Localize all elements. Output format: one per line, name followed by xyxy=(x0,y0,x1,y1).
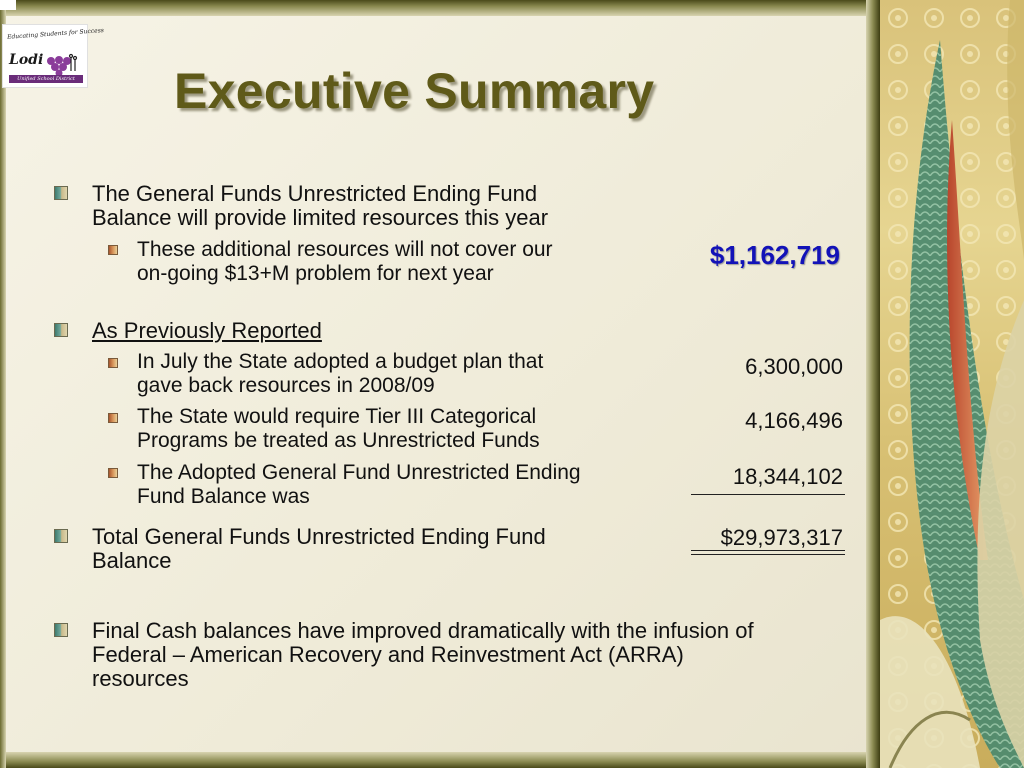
sub-bullet-text: Programs be treated as Unrestricted Funds xyxy=(137,429,540,452)
amount-value: 18,344,102 xyxy=(732,464,843,489)
logo-tagline: Educating Students for Success xyxy=(6,27,105,41)
sub-bullet-text: The Adopted General Fund Unrestricted Ending xyxy=(137,461,581,484)
total-rule-bottom xyxy=(691,554,845,555)
bullet-text: Balance xyxy=(92,548,172,573)
total-rule-top xyxy=(691,550,845,551)
corner-marker xyxy=(0,0,16,10)
highlight-value: $1,162,719 xyxy=(709,240,840,270)
square-bullet-icon xyxy=(54,186,68,200)
sub-bullet-text: In July the State adopted a budget plan that xyxy=(137,350,544,373)
bullet-text: The General Funds Unrestricted Ending Fund xyxy=(92,181,538,206)
slide-title: Executive Summary xyxy=(174,63,655,119)
amount-value: 6,300,000 xyxy=(745,354,843,379)
district-logo xyxy=(2,24,105,88)
frame-top xyxy=(0,0,880,16)
decorative-panel xyxy=(880,0,1024,768)
square-bullet-icon xyxy=(54,323,68,337)
small-square-bullet-icon xyxy=(108,245,118,255)
frame-right xyxy=(866,0,880,768)
bullet-text: resources xyxy=(92,666,189,691)
bullet-text: Final Cash balances have improved dramatically with the infusion of xyxy=(92,618,754,643)
square-bullet-icon xyxy=(54,529,68,543)
total-value: $29,973,317 xyxy=(720,525,843,550)
bullet-text: Total General Funds Unrestricted Ending Fund xyxy=(92,524,546,549)
grapes-icon xyxy=(45,53,81,77)
frame-bottom xyxy=(0,752,880,768)
sub-bullet-text: The State would require Tier III Categorical xyxy=(137,405,537,428)
decorative-leaves-icon xyxy=(880,0,1024,768)
sub-bullet-text: These additional resources will not cover our xyxy=(137,238,553,261)
subtotal-rule xyxy=(691,494,845,495)
sub-bullet-text: gave back resources in 2008/09 xyxy=(137,374,435,397)
logo-name: Lodi xyxy=(9,52,44,68)
bullet-text: Federal – American Recovery and Reinvestment Act (ARRA) xyxy=(92,642,684,667)
small-square-bullet-icon xyxy=(108,468,118,478)
small-square-bullet-icon xyxy=(108,358,118,368)
bullet-text: Balance will provide limited resources this year xyxy=(92,205,549,230)
sub-bullet-text: Fund Balance was xyxy=(137,485,310,508)
frame-left xyxy=(0,0,6,768)
sub-bullet-text: on-going $13+M problem for next year xyxy=(137,262,494,285)
square-bullet-icon xyxy=(54,623,68,637)
small-square-bullet-icon xyxy=(108,413,118,423)
amount-value: 4,166,496 xyxy=(745,408,843,433)
logo-district: Unified School District xyxy=(9,75,83,83)
section-heading: As Previously Reported xyxy=(92,318,322,343)
